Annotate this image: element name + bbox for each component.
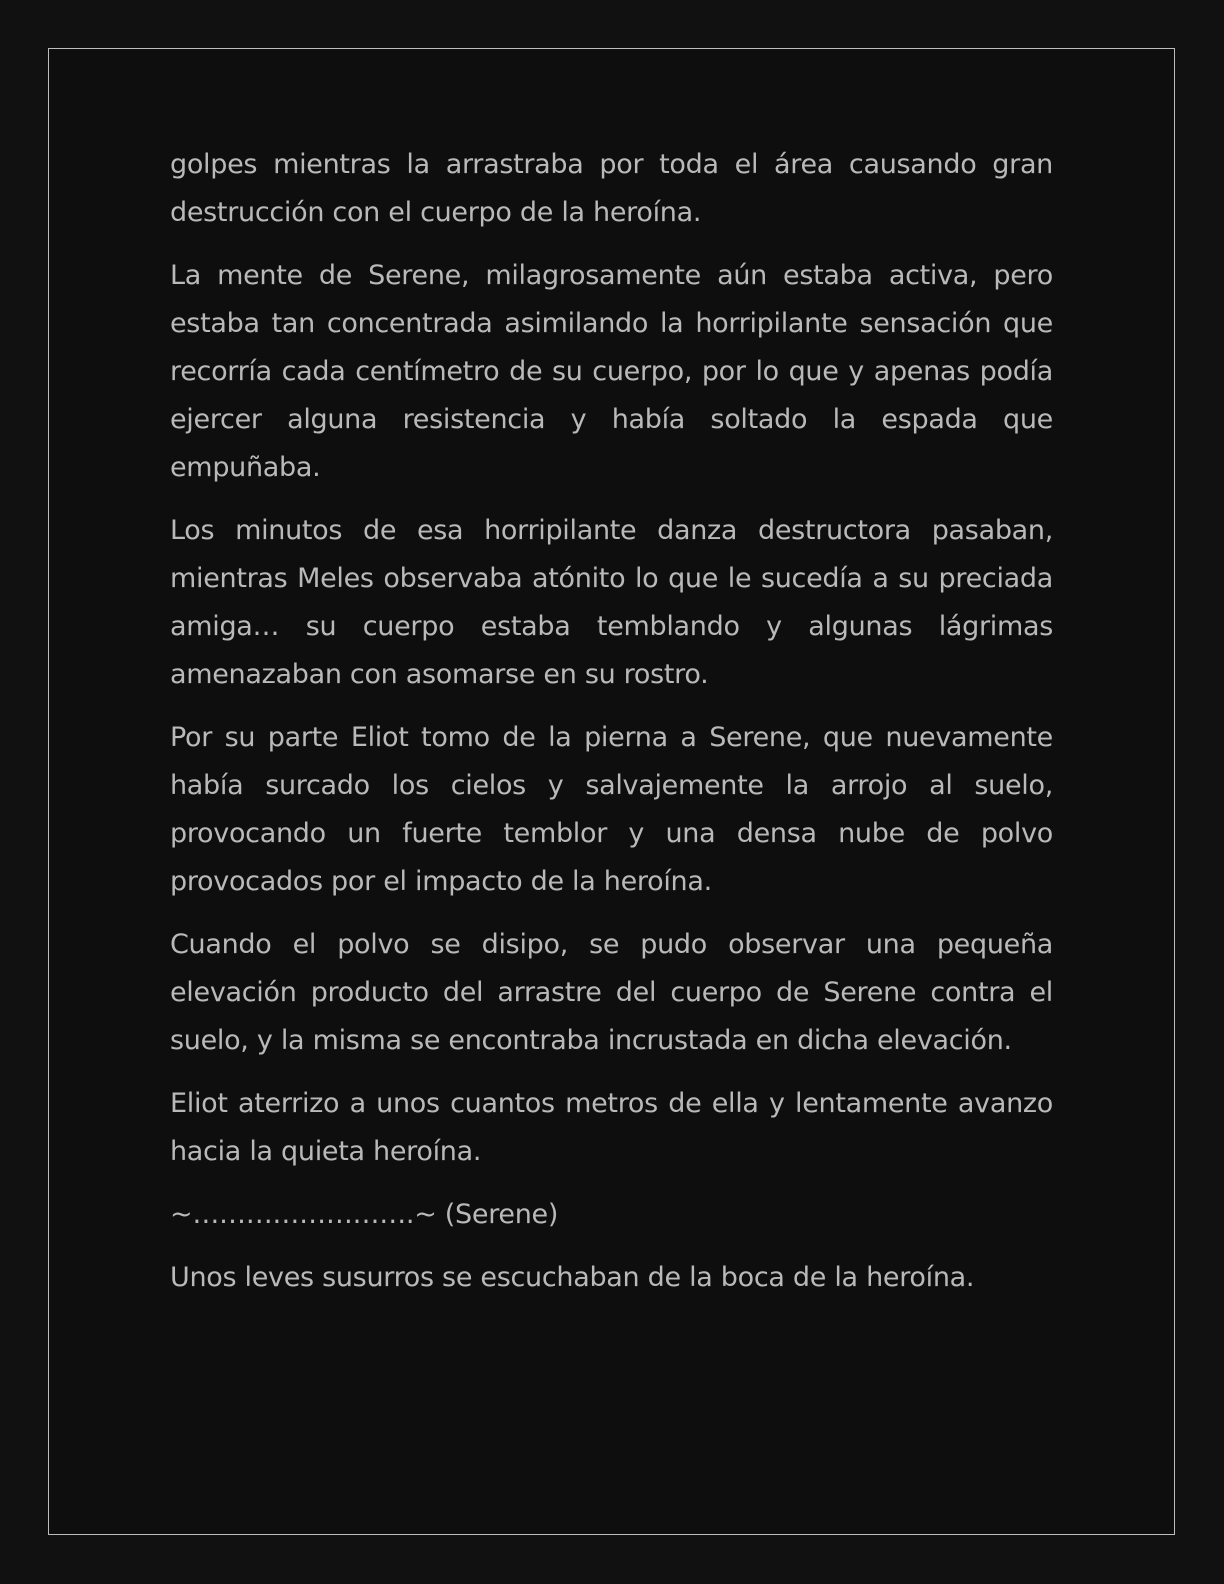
paragraph-5: Cuando el polvo se disipo, se pudo observar una pequeña elevación producto del arrastre del cuerpo de Serene contra el suelo, y la misma se encontraba incrustada en dicha elevación. [170, 929, 1053, 1056]
paragraph-7: ~…………………….~ (Serene) [170, 1199, 559, 1230]
paragraph-3: Los minutos de esa horripilante danza destructora pasaban, mientras Meles observaba atónito lo que le sucedía a su preciada amiga… su cuerpo estaba temblando y algunas lágrimas amenazaban con asomarse en su rostro. [170, 515, 1053, 690]
page-frame [48, 48, 1175, 1535]
text-column [170, 141, 1053, 1317]
paragraph-2: La mente de Serene, milagrosamente aún estaba activa, pero estaba tan concentrada asimilando la horripilante sensación que recorría cada centímetro de su cuerpo, por lo que y apenas podía ejercer alguna resistencia y había soltado la espada que empuñaba. [170, 260, 1053, 483]
paragraph-8: Unos leves susurros se escuchaban de la boca de la heroína. [170, 1262, 975, 1293]
paragraph-1: golpes mientras la arrastraba por toda el área causando gran destrucción con el cuerpo de la heroína. [170, 149, 1053, 228]
paragraph-4: Por su parte Eliot tomo de la pierna a Serene, que nuevamente había surcado los cielos y salvajemente la arrojo al suelo, provocando un fuerte temblor y una densa nube de polvo provocados por el impacto de la heroína. [170, 722, 1053, 897]
paragraph-6: Eliot aterrizo a unos cuantos metros de ella y lentamente avanzo hacia la quieta heroína. [170, 1088, 1053, 1167]
